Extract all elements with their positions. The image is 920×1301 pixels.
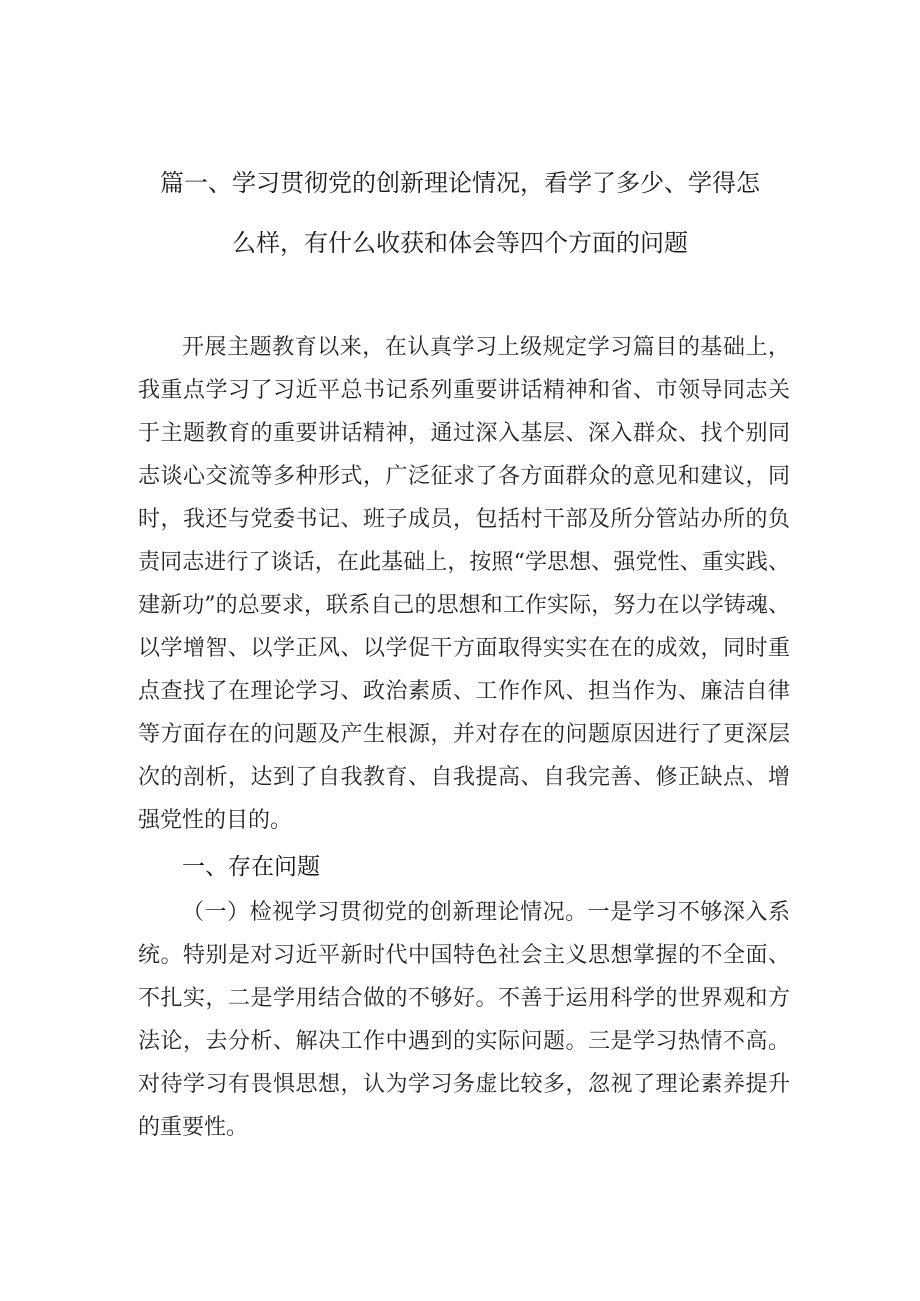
section-paragraph-1: （一）检视学习贯彻党的创新理论情况。一是学习不够深入系统。特别是对习近平新时代中国特色社会主义思想掌握的不全面、不扎实，二是学用结合做的不够好。不善于运用科学的世界观和方法论，去分析、解决工作中遇到的实际问题。三是学习热情不高。对待学习有畏惧思想，认为学习务虚比较多，忽视了理论素养提升的重要性。 bbox=[138, 900, 790, 1140]
document-title-line-1: 篇一、学习贯彻党的创新理论情况，看学了多少、学得怎 bbox=[160, 169, 760, 197]
intro-paragraph: 开展主题教育以来，在认真学习上级规定学习篇目的基础上，我重点学习了习近平总书记系列重要讲话精神和省、市领导同志关于主题教育的重要讲话精神，通过深入基层、深入群众、找个别同志谈心交流等多种形式，广泛征求了各方面群众的意见和建议，同时，我还与党委书记、班子成员，包括村干部及所分管站办所的负责同志进行了谈话，在此基础上，按照“学思想、强党性、重实践、建新功”的总要求，联系自己的思想和工作实际，努力在以学铸魂、以学增智、以学正风、以学促干方面取得实实在在的成效，同时重点查找了在理论学习、政治素质、工作作风、担当作为、廉洁自律等方面存在的问题及产生根源，并对存在的问题原因进行了更深层次的剖析，达到了自我教育、自我提高、自我完善、修正缺点、增强党性的目的。 bbox=[138, 335, 790, 833]
document-title-line-2: 么样，有什么收获和体会等四个方面的问题 bbox=[232, 229, 688, 257]
section-heading-problems: 一、存在问题 bbox=[182, 854, 320, 880]
